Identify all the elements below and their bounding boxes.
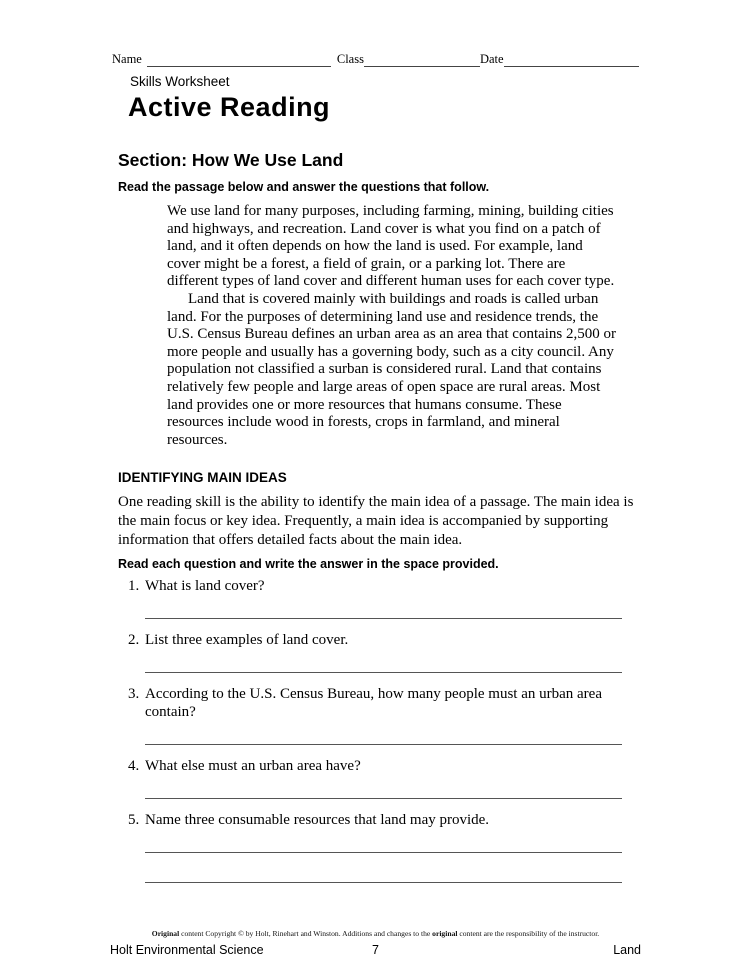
question-row bbox=[118, 757, 639, 775]
copyright-text-mid: content Copyright © by Holt, Rinehart and Winston. Additions and changes to the bbox=[179, 929, 433, 938]
answer-blank-line bbox=[145, 649, 622, 673]
date-label: Date bbox=[479, 52, 504, 66]
question-row bbox=[118, 577, 639, 595]
question-item bbox=[118, 757, 639, 799]
question-item bbox=[118, 811, 639, 883]
questions-directive: Read each question and write the answer in the space provided. bbox=[118, 557, 499, 572]
reading-passage bbox=[167, 203, 619, 449]
answer-blank-line bbox=[145, 721, 622, 745]
passage-directive: Read the passage below and answer the questions that follow. bbox=[118, 180, 490, 194]
chapter-name: Land bbox=[613, 943, 641, 957]
question-item bbox=[118, 685, 639, 745]
worksheet-type-label: Skills Worksheet bbox=[130, 74, 230, 89]
question-text: Name three consumable resources that land may provide. bbox=[145, 812, 490, 829]
page-content bbox=[112, 50, 639, 883]
question-item bbox=[118, 577, 639, 619]
section-heading: Section: How We Use Land bbox=[118, 150, 344, 170]
skill-description: One reading skill is the ability to identify the main idea of a passage. The main idea is the main focus or key idea. Frequently, a main idea is accompanied by supporting information that offers detailed facts about the main idea. bbox=[118, 494, 634, 548]
question-number: 3. bbox=[128, 686, 140, 703]
question-text: List three examples of land cover. bbox=[145, 632, 349, 649]
class-label: Class bbox=[336, 52, 364, 66]
copyright-line bbox=[110, 929, 641, 938]
copyright-bold-original-2: original bbox=[432, 929, 458, 938]
date-blank-line bbox=[504, 53, 639, 67]
copyright-bold-original: Original bbox=[151, 929, 180, 938]
question-text: According to the U.S. Census Bureau, how many people must an urban area contain? bbox=[145, 686, 602, 721]
book-title: Holt Environmental Science bbox=[110, 943, 264, 957]
class-blank-line bbox=[364, 53, 480, 67]
name-class-date-row bbox=[112, 50, 639, 67]
passage-paragraph-1: We use land for many purposes, including farming, mining, building cities and highways, and recreation. Land cover is what you find on a patch of land, and it often depends on how the land is used. For example, land cover might be a forest, a field of grain, or a parking lot. There are different types of land cover and different human uses for each cover type. bbox=[167, 203, 615, 290]
name-blank-line bbox=[147, 53, 331, 67]
question-item bbox=[118, 631, 639, 673]
footer-row bbox=[110, 943, 641, 957]
page-title: Active Reading bbox=[128, 92, 331, 122]
questions-list bbox=[118, 577, 639, 883]
question-number: 4. bbox=[128, 758, 140, 775]
page-number: 7 bbox=[372, 943, 379, 957]
question-row bbox=[118, 811, 639, 829]
answer-blank-line bbox=[145, 853, 622, 883]
question-number: 2. bbox=[128, 632, 140, 649]
page-footer bbox=[110, 929, 641, 957]
answer-blank-line bbox=[145, 595, 622, 619]
question-text: What is land cover? bbox=[145, 578, 265, 595]
question-row bbox=[118, 685, 639, 721]
question-number: 5. bbox=[128, 812, 140, 829]
skill-section-heading: IDENTIFYING MAIN IDEAS bbox=[118, 470, 287, 486]
question-text: What else must an urban area have? bbox=[145, 758, 361, 775]
answer-blank-line bbox=[145, 775, 622, 799]
name-label: Name bbox=[112, 52, 142, 66]
passage-paragraph-2: Land that is covered mainly with buildings and roads is called urban land. For the purposes of determining land use and residence trends, the U.S. Census Bureau defines an urban area as an area that contains 2,500 or more people and usually has a governing body, such as a city council. Any population not classified a surban is considered rural. Land that contains relatively few people and large areas of open space are rural areas. Most land provides one or more resources that humans consume. These resources include wood in forests, crops in farmland, and mineral resources. bbox=[167, 290, 617, 448]
question-number: 1. bbox=[128, 578, 140, 595]
copyright-text-end: content are the responsibility of the instructor. bbox=[457, 929, 600, 938]
answer-blank-line bbox=[145, 829, 622, 853]
question-row bbox=[118, 631, 639, 649]
